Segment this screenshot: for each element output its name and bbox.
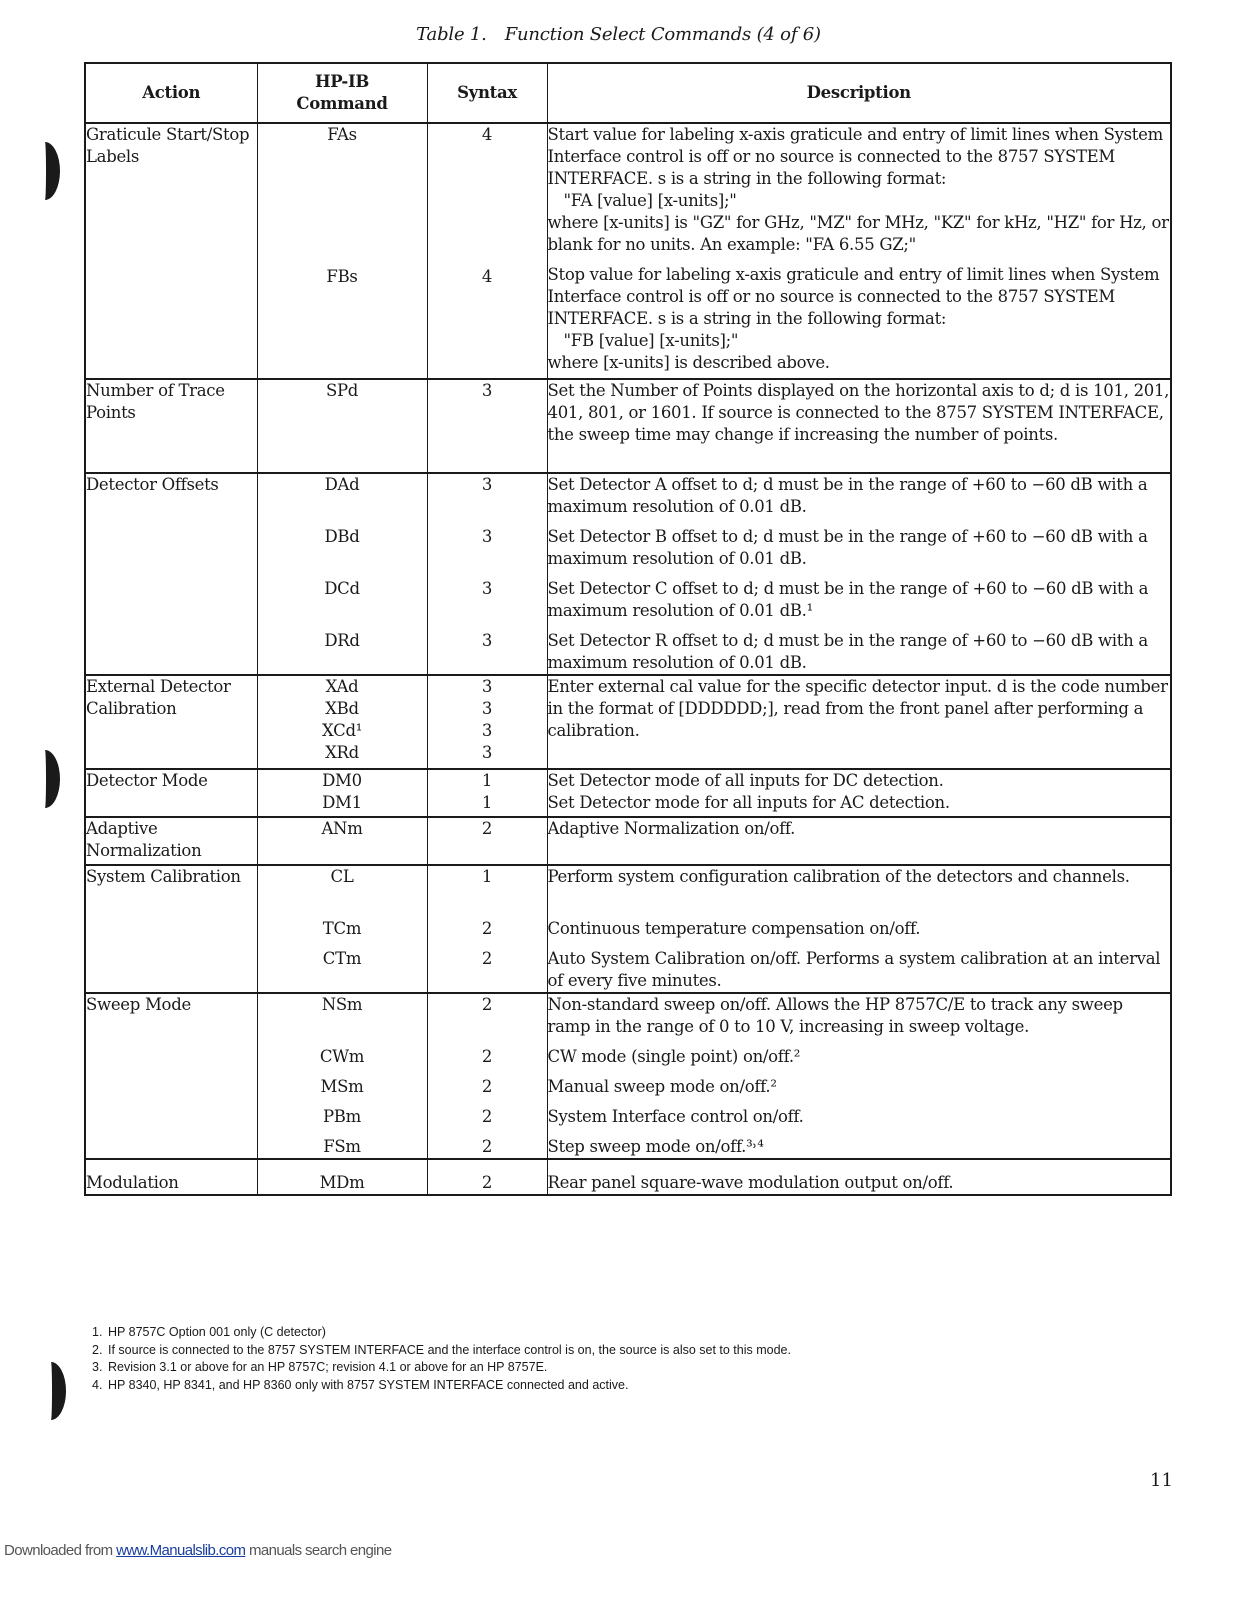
command-value: XCd¹ xyxy=(321,721,363,740)
syntax-value: 3 xyxy=(481,631,493,650)
syntax-value: 3 xyxy=(481,699,493,718)
syntax-value: 1 xyxy=(481,867,493,886)
description-cell xyxy=(547,473,1171,675)
download-prefix: Downloaded from xyxy=(4,1542,113,1559)
table-row xyxy=(85,1159,1171,1195)
command-value: PBm xyxy=(323,1107,361,1126)
syntax-cell xyxy=(427,769,547,817)
command-value: XRd xyxy=(325,743,359,762)
description-text: Manual sweep mode on/off.² xyxy=(547,1077,777,1096)
command-value: FAs xyxy=(327,125,357,144)
table-row xyxy=(85,993,1171,1159)
description-text: where [x-units] is "GZ" for GHz, "MZ" for MHz, "KZ" for kHz, "HZ" for Hz, or blank for no units. An example: "FA 6.55 GZ;" xyxy=(547,213,1169,254)
command-value: CWm xyxy=(319,1047,365,1066)
footnote-number: 4. xyxy=(92,1377,103,1392)
syntax-cell xyxy=(427,675,547,769)
description-cell xyxy=(547,769,1171,817)
binder-hole-mark-icon xyxy=(36,1362,66,1420)
footnotes xyxy=(92,1324,1092,1394)
footnote-number: 1. xyxy=(92,1325,103,1339)
command-cell xyxy=(257,123,427,379)
syntax-cell xyxy=(427,865,547,993)
description-text: Auto System Calibration on/off. Performs a system calibration at an interval of every five minutes. xyxy=(547,949,1161,990)
footnote-number: 2. xyxy=(92,1342,103,1357)
command-value: CL xyxy=(330,867,354,886)
description-cell: Enter external cal value for the specific detector input. d is the code number in the format of [DDDDDD;], read from the front panel after performing a calibration. xyxy=(547,675,1171,769)
description-text: Set Detector R offset to d; d must be in the range of +60 to −60 dB with a maximum resolution of 0.01 dB. xyxy=(547,631,1148,672)
footnote xyxy=(92,1324,1092,1342)
action-cell: Sweep Mode xyxy=(85,993,257,1159)
syntax-value: 2 xyxy=(481,1077,493,1096)
footnote-text: If source is connected to the 8757 SYSTEM INTERFACE and the interface control is on, the source is also set to this mode. xyxy=(108,1342,791,1357)
syntax-value: 2 xyxy=(481,1137,493,1156)
action-cell: Graticule Start/Stop Labels xyxy=(85,123,257,379)
syntax-cell xyxy=(427,123,547,379)
header-description: Description xyxy=(547,63,1171,123)
syntax-cell: 2 xyxy=(427,1159,547,1195)
syntax-value: 1 xyxy=(481,793,493,812)
command-value: DRd xyxy=(324,631,360,650)
description-text: Step sweep mode on/off.³˒⁴ xyxy=(547,1137,764,1156)
command-value: FBs xyxy=(326,267,358,286)
table-row xyxy=(85,769,1171,817)
syntax-value: 2 xyxy=(481,949,493,968)
footnote xyxy=(92,1342,1092,1360)
command-cell xyxy=(257,769,427,817)
description-format: "FB [value] [x-units];" xyxy=(563,331,739,350)
download-suffix: manuals search engine xyxy=(248,1542,392,1559)
syntax-value: 2 xyxy=(481,919,493,938)
download-footer xyxy=(4,1542,391,1559)
syntax-value: 3 xyxy=(481,721,493,740)
action-cell: Detector Offsets xyxy=(85,473,257,675)
table-row xyxy=(85,473,1171,675)
description-text: Stop value for labeling x-axis graticule and entry of limit lines when System Interface control is off or no source is connected to the 8757 SYSTEM INTERFACE. s is a string in the following format: xyxy=(547,265,1160,328)
command-cell: ANm xyxy=(257,817,427,865)
command-value: CTm xyxy=(322,949,362,968)
table-caption xyxy=(0,24,1237,45)
header-action: Action xyxy=(85,63,257,123)
table-row xyxy=(85,865,1171,993)
command-value: DCd xyxy=(324,579,360,598)
table-header-row xyxy=(85,63,1171,123)
description-text: Non-standard sweep on/off. Allows the HP 8757C/E to track any sweep ramp in the range of 0 to 10 V, increasing in sweep voltage. xyxy=(547,995,1123,1036)
action-cell: Number of Trace Points xyxy=(85,379,257,473)
function-select-commands-table xyxy=(84,62,1172,1196)
binder-hole-mark-icon xyxy=(30,142,60,200)
syntax-value: 1 xyxy=(481,771,493,790)
description-text: Set Detector mode for all inputs for AC detection. xyxy=(547,793,950,812)
syntax-value: 3 xyxy=(481,527,493,546)
header-command: HP-IB Command xyxy=(257,63,427,123)
syntax-value: 3 xyxy=(481,475,493,494)
description-text: Perform system configuration calibration of the detectors and channels. xyxy=(547,867,1130,886)
description-text: Set Detector C offset to d; d must be in the range of +60 to −60 dB with a maximum resolution of 0.01 dB.¹ xyxy=(547,579,1149,620)
syntax-value: 4 xyxy=(481,125,493,144)
description-cell xyxy=(547,993,1171,1159)
command-cell: MDm xyxy=(257,1159,427,1195)
command-cell xyxy=(257,675,427,769)
action-cell: External Detector Calibration xyxy=(85,675,257,769)
manualslib-link[interactable]: www.Manualslib.com xyxy=(116,1542,246,1559)
description-text: Set Detector B offset to d; d must be in the range of +60 to −60 dB with a maximum resolution of 0.01 dB. xyxy=(547,527,1148,568)
footnote-text: HP 8757C Option 001 only (C detector) xyxy=(108,1325,326,1339)
command-value: DBd xyxy=(324,527,360,546)
command-cell: SPd xyxy=(257,379,427,473)
binder-hole-mark-icon xyxy=(30,750,60,808)
description-cell xyxy=(547,123,1171,379)
syntax-value: 4 xyxy=(481,267,493,286)
command-value: DAd xyxy=(324,475,360,494)
command-value: FSm xyxy=(323,1137,361,1156)
description-text: Start value for labeling x-axis graticule and entry of limit lines when System Interface control is off or no source is connected to the 8757 SYSTEM INTERFACE. s is a string in the following format: xyxy=(547,125,1163,188)
command-cell xyxy=(257,993,427,1159)
description-cell: Rear panel square-wave modulation output on/off. xyxy=(547,1159,1171,1195)
description-text: where [x-units] is described above. xyxy=(547,353,830,372)
action-cell: System Calibration xyxy=(85,865,257,993)
description-cell: Set the Number of Points displayed on the horizontal axis to d; d is 101, 201, 401, 801, or 1601. If source is connected to the 8757 SYSTEM INTERFACE, the sweep time may change if increasing the number of points. xyxy=(547,379,1171,473)
footnote-text: Revision 3.1 or above for an HP 8757C; revision 4.1 or above for an HP 8757E. xyxy=(108,1360,548,1374)
table-row xyxy=(85,379,1171,473)
description-text: Continuous temperature compensation on/off. xyxy=(547,919,921,938)
table-row xyxy=(85,817,1171,865)
command-cell xyxy=(257,865,427,993)
table-title: Function Select Commands (4 of 6) xyxy=(504,24,821,45)
command-value: MSm xyxy=(320,1077,364,1096)
command-cell xyxy=(257,473,427,675)
footnote xyxy=(92,1377,1092,1395)
action-cell: Modulation xyxy=(85,1159,257,1195)
footnote-text: HP 8340, HP 8341, and HP 8360 only with 8757 SYSTEM INTERFACE connected and active. xyxy=(108,1377,629,1392)
command-value: XBd xyxy=(325,699,359,718)
syntax-value: 2 xyxy=(481,1047,493,1066)
table-label: Table 1. xyxy=(416,24,487,45)
syntax-value: 3 xyxy=(481,677,493,696)
command-value: NSm xyxy=(321,995,363,1014)
command-value: TCm xyxy=(322,919,362,938)
footnote-number: 3. xyxy=(92,1360,103,1374)
description-text: Set Detector A offset to d; d must be in the range of +60 to −60 dB with a maximum resolution of 0.01 dB. xyxy=(547,475,1148,516)
description-cell xyxy=(547,865,1171,993)
command-value: XAd xyxy=(325,677,359,696)
page-number: 11 xyxy=(1150,1470,1173,1491)
syntax-value: 3 xyxy=(481,743,493,762)
syntax-cell xyxy=(427,993,547,1159)
footnote xyxy=(92,1359,1092,1377)
description-text: Set Detector mode of all inputs for DC detection. xyxy=(547,771,944,790)
command-value: DM1 xyxy=(322,793,362,812)
description-text: CW mode (single point) on/off.² xyxy=(547,1047,801,1066)
action-cell: Detector Mode xyxy=(85,769,257,817)
command-value: DM0 xyxy=(322,771,362,790)
syntax-cell: 3 xyxy=(427,379,547,473)
syntax-cell: 2 xyxy=(427,817,547,865)
header-syntax: Syntax xyxy=(427,63,547,123)
syntax-value: 2 xyxy=(481,1107,493,1126)
syntax-value: 3 xyxy=(481,579,493,598)
table-row xyxy=(85,123,1171,379)
description-text: System Interface control on/off. xyxy=(547,1107,804,1126)
action-cell: Adaptive Normalization xyxy=(85,817,257,865)
description-cell: Adaptive Normalization on/off. xyxy=(547,817,1171,865)
table-row xyxy=(85,675,1171,769)
description-format: "FA [value] [x-units];" xyxy=(563,191,737,210)
syntax-cell xyxy=(427,473,547,675)
syntax-value: 2 xyxy=(481,995,493,1014)
